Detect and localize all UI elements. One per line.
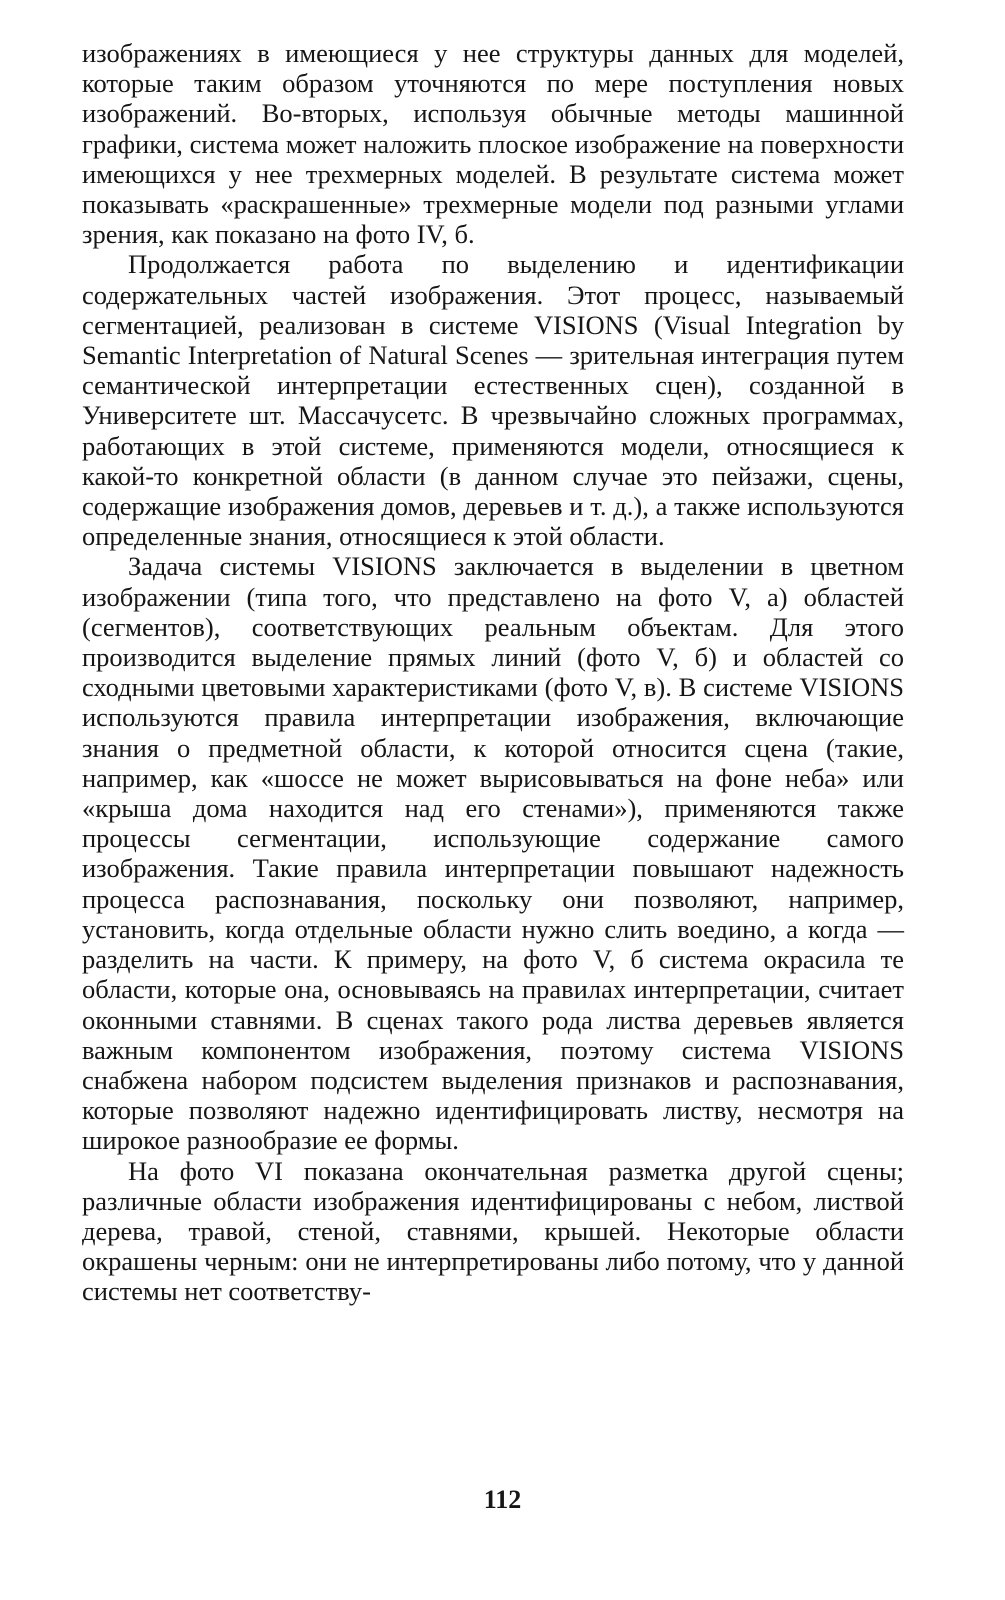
page-body	[82, 38, 904, 1307]
page-number: 112	[483, 1485, 522, 1514]
paragraph-3: Задача системы VISIONS заключается в выделении в цветном изображении (типа того, что представлено на фото V, а) областей (сегментов), соответствующих реальным объектам. Для этого производится выделение прямых линий (фото V, б) и областей со сходными цветовыми характеристиками (фото V, в). В системе VISIONS используются правила интерпретации изображения, включающие знания о предметной области, к которой относится сцена (такие, например, как «шоссе не может вырисовываться на фоне неба» или «крыша дома находится над его стенами»), применяются также процессы сегментации, использующие содержание самого изображения. Такие правила интерпретации повышают надежность процесса распознавания, поскольку они позволяют, например, установить, когда отдельные области нужно слить воедино, а когда — разделить на части. К примеру, на фото V, б система окрасила те области, которые она, основываясь на правилах интерпретации, считает оконными ставнями. В сценах такого рода листва деревьев является важным компонентом изображения, поэтому система VISIONS снабжена набором подсистем выделения признаков и распознавания, которые позволяют надежно идентифицировать листву, несмотря на широкое разнообразие ее формы.	[82, 551, 904, 1156]
paragraph-1: изображениях в имеющиеся у нее структуры данных для моделей, которые таким образом уточняются по мере поступления новых изображений. Во-вторых, используя обычные методы машинной графики, система может наложить плоское изображение на поверхности имеющихся у нее трехмерных моделей. В результате система может показывать «раскрашенные» трехмерные модели под разными углами зрения, как показано на фото IV, б.	[82, 38, 904, 250]
paragraph-2: Продолжается работа по выделению и идентификации содержательных частей изображения. Этот процесс, называемый сегментацией, реализован в системе VISIONS (Visual Integration by Semantic Interpretation of Natural Scenes — зрительная интеграция путем семантической интерпретации естественных сцен), созданной в Университете шт. Массачусетс. В чрезвычайно сложных программах, работающих в этой системе, применяются модели, относящиеся к какой-то конкретной области (в данном случае это пейзажи, сцены, содержащие изображения домов, деревьев и т. д.), а также используются определенные знания, относящиеся к этой области.	[82, 249, 904, 552]
paragraph-4: На фото VI показана окончательная разметка другой сцены; различные области изображения идентифицированы с небом, листвой дерева, травой, стеной, ставнями, крышей. Некоторые области окрашены черным: они не интерпретированы либо потому, что у данной системы нет соответству-	[82, 1155, 904, 1307]
